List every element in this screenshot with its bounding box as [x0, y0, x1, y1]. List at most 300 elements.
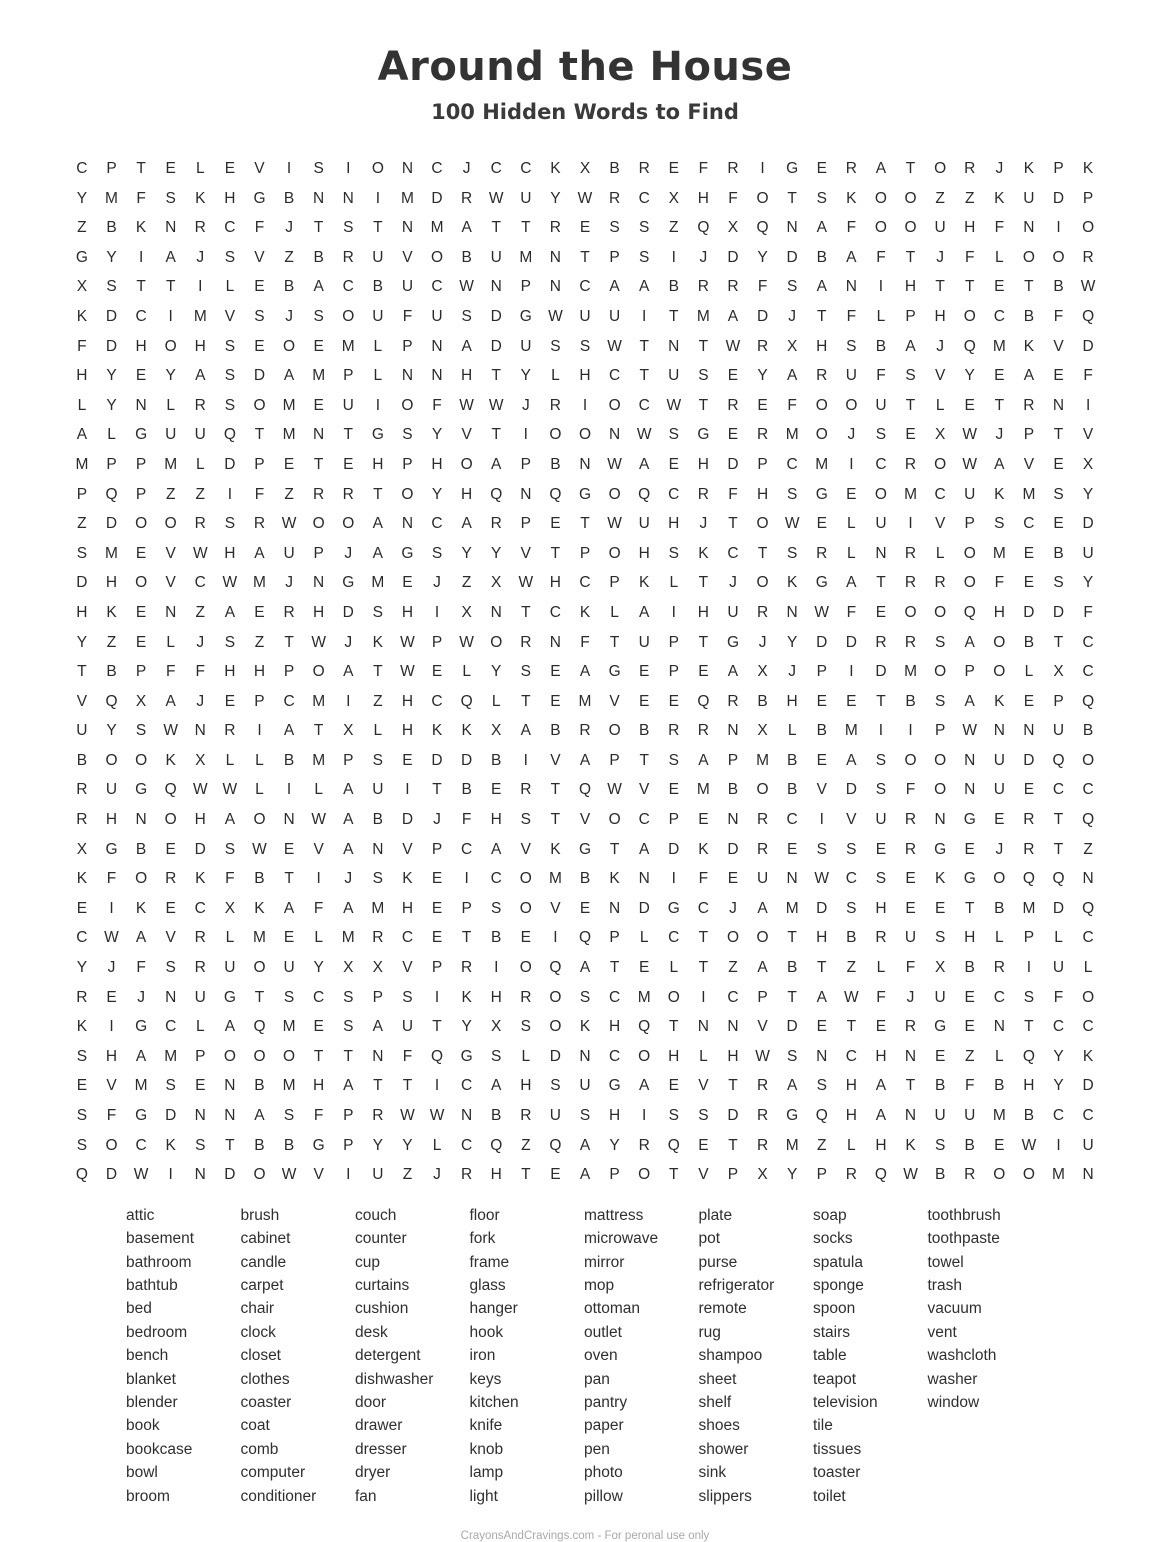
word-list-item: pan: [584, 1370, 610, 1388]
grid-letter: T: [521, 219, 531, 237]
grid-letter: G: [815, 574, 828, 592]
grid-letter: A: [727, 307, 739, 325]
grid-letter: W: [133, 1166, 149, 1184]
grid-letter: S: [579, 1107, 591, 1124]
grid-letter: B: [934, 1166, 946, 1184]
grid-letter: C: [786, 811, 798, 829]
grid-letter: P: [520, 278, 531, 296]
grid-letter: U: [76, 722, 88, 740]
grid-letter: H: [816, 929, 828, 947]
word-list-item: kitchen: [469, 1394, 519, 1412]
grid-letter: E: [786, 840, 798, 858]
word-list-item: tissues: [813, 1440, 862, 1458]
grid-letter: S: [224, 840, 236, 858]
grid-letter: N: [165, 988, 177, 1006]
grid-letter: A: [165, 692, 176, 710]
grid-letter: P: [668, 811, 679, 829]
grid-letter: Q: [1052, 751, 1065, 769]
grid-letter: P: [579, 544, 591, 562]
grid-letter: T: [77, 663, 87, 681]
grid-letter: R: [845, 160, 857, 177]
grid-letter: S: [875, 751, 887, 769]
grid-letter: H: [904, 278, 917, 296]
word-list-item: bench: [126, 1347, 169, 1365]
grid-letter: B: [550, 722, 561, 740]
grid-letter: Q: [105, 692, 118, 710]
grid-letter: P: [609, 751, 620, 769]
grid-letter: O: [904, 751, 917, 769]
grid-letter: X: [757, 663, 768, 681]
grid-letter: S: [224, 337, 236, 355]
grid-letter: R: [875, 929, 887, 947]
grid-letter: V: [757, 1018, 768, 1036]
grid-letter: O: [1082, 219, 1095, 237]
grid-letter: W: [607, 455, 622, 473]
grid-letter: M: [785, 1136, 799, 1154]
grid-letter: W: [400, 663, 415, 681]
grid-letter: O: [934, 751, 947, 769]
grid-letter: I: [375, 189, 380, 207]
grid-letter: Q: [223, 426, 236, 444]
grid-letter: K: [76, 870, 88, 888]
grid-letter: T: [254, 988, 265, 1006]
grid-letter: U: [608, 307, 621, 325]
word-list-item: frame: [469, 1253, 510, 1271]
grid-letter: R: [964, 160, 976, 177]
grid-letter: U: [431, 307, 443, 325]
grid-letter: W: [459, 278, 474, 296]
grid-letter: T: [432, 781, 442, 799]
grid-letter: S: [402, 988, 413, 1006]
grid-letter: U: [638, 515, 650, 533]
word-list-item: bathtub: [126, 1277, 178, 1294]
grid-letter: K: [550, 160, 561, 177]
grid-letter: S: [786, 544, 798, 562]
grid-letter: D: [1082, 515, 1094, 533]
grid-letter: F: [846, 219, 857, 237]
grid-letter: I: [109, 1018, 114, 1036]
grid-letter: D: [342, 603, 354, 621]
grid-letter: O: [756, 515, 769, 533]
word-list-item: shower: [698, 1440, 749, 1458]
grid-letter: P: [757, 455, 768, 473]
grid-letter: S: [224, 367, 236, 385]
grid-letter: E: [639, 663, 650, 681]
grid-letter: W: [814, 603, 830, 621]
grid-letter: L: [255, 781, 264, 799]
grid-letter: P: [1053, 160, 1064, 177]
grid-letter: P: [372, 988, 384, 1006]
grid-letter: E: [668, 1077, 679, 1095]
grid-letter: L: [166, 633, 175, 651]
grid-letter: R: [697, 485, 709, 503]
grid-letter: S: [402, 426, 413, 444]
grid-letter: D: [727, 248, 739, 266]
grid-letter: A: [875, 1107, 887, 1124]
grid-letter: P: [934, 722, 946, 740]
grid-letter: D: [727, 455, 739, 473]
grid-letter: T: [905, 396, 916, 414]
grid-letter: G: [786, 1107, 799, 1124]
word-list-item: toilet: [813, 1487, 846, 1505]
grid-letter: R: [875, 633, 887, 651]
grid-letter: R: [756, 337, 769, 355]
grid-letter: P: [905, 307, 916, 325]
grid-letter: B: [313, 248, 324, 266]
grid-letter: Y: [76, 633, 88, 651]
grid-letter: U: [727, 603, 739, 621]
grid-letter: H: [490, 988, 502, 1006]
grid-letter: V: [1053, 337, 1064, 355]
grid-letter: U: [964, 1107, 976, 1124]
word-list-column: [928, 1204, 1043, 1508]
grid-letter: E: [254, 278, 265, 296]
grid-letter: R: [756, 1107, 769, 1124]
grid-letter: A: [372, 515, 384, 533]
grid-letter: I: [701, 988, 706, 1006]
grid-letter: B: [461, 248, 472, 266]
grid-letter: O: [105, 751, 118, 769]
grid-letter: R: [1023, 396, 1035, 414]
grid-letter: F: [195, 663, 206, 681]
grid-letter: Q: [549, 959, 562, 977]
grid-letter: Q: [756, 219, 769, 237]
grid-letter: N: [401, 515, 414, 533]
grid-letter: E: [283, 455, 295, 473]
grid-letter: R: [76, 988, 88, 1006]
grid-letter: N: [313, 189, 325, 207]
grid-letter: V: [224, 307, 236, 325]
grid-letter: M: [282, 1018, 296, 1036]
grid-letter: O: [223, 1047, 236, 1065]
grid-letter: S: [1053, 574, 1064, 592]
grid-letter: T: [313, 219, 324, 237]
word-list-item: keys: [469, 1370, 502, 1388]
grid-letter: H: [105, 811, 118, 829]
grid-letter: O: [934, 781, 947, 799]
grid-letter: S: [550, 337, 561, 355]
grid-letter: T: [373, 1077, 383, 1095]
grid-letter: E: [727, 367, 739, 385]
grid-letter: N: [964, 751, 976, 769]
grid-letter: J: [521, 396, 530, 414]
grid-letter: G: [135, 1018, 148, 1036]
word-list-item: purse: [698, 1253, 738, 1271]
grid-letter: J: [344, 870, 353, 888]
grid-letter: M: [578, 692, 592, 710]
word-list: [126, 1204, 1044, 1508]
grid-letter: O: [283, 337, 296, 355]
grid-letter: I: [908, 515, 913, 533]
grid-row: [67, 154, 1103, 184]
grid-letter: V: [609, 692, 620, 710]
grid-letter: M: [992, 544, 1006, 562]
word-list-item: pen: [584, 1440, 610, 1458]
grid-letter: Q: [578, 929, 592, 947]
grid-letter: N: [964, 781, 976, 799]
grid-letter: E: [550, 663, 561, 681]
grid-letter: O: [312, 663, 325, 681]
grid-letter: T: [698, 396, 709, 414]
word-list-item: cushion: [355, 1300, 409, 1318]
grid-letter: S: [786, 1047, 798, 1065]
grid-letter: F: [432, 396, 442, 414]
grid-letter: U: [1082, 1136, 1094, 1154]
grid-letter: P: [609, 929, 620, 947]
grid-letter: B: [1023, 307, 1035, 325]
grid-letter: E: [431, 929, 443, 947]
grid-letter: D: [224, 455, 236, 473]
grid-letter: K: [372, 633, 384, 651]
grid-letter: G: [371, 426, 384, 444]
grid-letter: P: [343, 751, 354, 769]
grid-letter: H: [76, 603, 88, 621]
grid-letter: C: [638, 811, 650, 829]
grid-letter: T: [491, 219, 501, 237]
grid-letter: J: [906, 988, 915, 1006]
grid-letter: A: [224, 603, 236, 621]
grid-letter: K: [639, 574, 650, 592]
grid-letter: R: [904, 1018, 917, 1036]
grid-letter: L: [847, 544, 856, 562]
grid-letter: D: [431, 189, 443, 207]
grid-letter: C: [461, 1136, 473, 1154]
grid-letter: D: [105, 1166, 118, 1184]
grid-letter: U: [372, 248, 384, 266]
page-title: Around the House: [377, 44, 793, 90]
grid-letter: I: [346, 1166, 351, 1184]
grid-letter: B: [254, 1077, 265, 1095]
grid-letter: Q: [1082, 692, 1095, 710]
grid-letter: T: [373, 663, 383, 681]
grid-letter: N: [135, 396, 147, 414]
grid-letter: B: [550, 455, 561, 473]
grid-letter: L: [373, 722, 383, 740]
word-list-column: [470, 1204, 585, 1508]
grid-letter: Y: [520, 367, 531, 385]
word-list-item: teapot: [813, 1370, 857, 1388]
grid-letter: E: [994, 811, 1005, 829]
grid-letter: W: [459, 633, 474, 651]
grid-row: [67, 539, 1103, 569]
grid-letter: E: [313, 396, 324, 414]
grid-letter: R: [342, 485, 354, 503]
grid-letter: C: [135, 1136, 147, 1154]
grid-letter: A: [875, 160, 887, 177]
word-list-column: [241, 1204, 356, 1508]
grid-letter: F: [106, 1107, 117, 1124]
word-list-item: shampoo: [698, 1347, 763, 1365]
grid-letter: N: [549, 278, 561, 296]
grid-letter: G: [786, 160, 799, 177]
word-list-column: [126, 1204, 241, 1508]
grid-letter: N: [727, 722, 739, 740]
grid-letter: C: [727, 988, 739, 1006]
grid-letter: G: [697, 426, 710, 444]
grid-letter: T: [994, 396, 1005, 414]
grid-letter: W: [488, 396, 504, 414]
grid-letter: P: [135, 663, 147, 681]
grid-letter: S: [372, 751, 384, 769]
grid-letter: O: [253, 811, 266, 829]
grid-row: [67, 420, 1103, 450]
grid-letter: N: [727, 1018, 739, 1036]
word-list-item: mirror: [584, 1253, 625, 1271]
grid-letter: U: [668, 367, 680, 385]
grid-letter: N: [993, 1018, 1005, 1036]
grid-letter: P: [816, 663, 827, 681]
grid-letter: E: [224, 692, 236, 710]
grid-letter: B: [816, 248, 827, 266]
grid-letter: T: [284, 870, 294, 888]
grid-letter: E: [313, 1018, 324, 1036]
grid-letter: T: [846, 1018, 857, 1036]
word-list-item: book: [126, 1417, 160, 1435]
grid-letter: N: [1082, 870, 1094, 888]
grid-letter: R: [904, 840, 917, 858]
grid-letter: Y: [491, 544, 502, 562]
grid-letter: R: [904, 574, 917, 592]
grid-letter: C: [135, 307, 147, 325]
grid-letter: S: [846, 899, 857, 917]
grid-letter: W: [962, 722, 978, 740]
grid-letter: S: [165, 1077, 176, 1095]
grid-letter: X: [934, 426, 946, 444]
grid-letter: Y: [491, 663, 502, 681]
grid-letter: H: [608, 1107, 621, 1124]
footer-credit: CrayonsAndCravings.com - For peronal use only: [460, 1530, 710, 1542]
grid-letter: I: [582, 396, 588, 414]
grid-letter: B: [135, 840, 147, 858]
grid-letter: P: [402, 337, 413, 355]
grid-letter: R: [934, 574, 946, 592]
grid-letter: Z: [165, 485, 176, 503]
grid-letter: F: [1083, 367, 1093, 385]
grid-letter: A: [846, 751, 857, 769]
grid-letter: T: [491, 426, 501, 444]
grid-letter: S: [165, 189, 176, 207]
grid-letter: T: [876, 692, 886, 710]
grid-letter: S: [224, 248, 236, 266]
grid-letter: H: [313, 603, 325, 621]
grid-letter: O: [993, 1166, 1006, 1184]
grid-letter: H: [845, 1107, 857, 1124]
grid-letter: T: [550, 544, 561, 562]
grid-letter: S: [313, 307, 324, 325]
grid-letter: O: [1022, 1166, 1035, 1184]
grid-row: [67, 450, 1103, 480]
word-list-item: conditioner: [240, 1487, 317, 1505]
grid-letter: E: [875, 1018, 887, 1036]
grid-letter: B: [994, 899, 1005, 917]
grid-letter: L: [521, 1047, 531, 1065]
grid-letter: B: [964, 1136, 975, 1154]
grid-letter: T: [728, 515, 738, 533]
grid-letter: E: [283, 840, 295, 858]
grid-letter: C: [194, 574, 206, 592]
grid-letter: O: [993, 633, 1006, 651]
grid-letter: R: [904, 811, 917, 829]
grid-letter: A: [846, 248, 857, 266]
word-list-item: vacuum: [927, 1300, 982, 1318]
grid-letter: B: [994, 1077, 1005, 1095]
grid-letter: E: [816, 1018, 827, 1036]
word-list-item: sheet: [698, 1370, 737, 1388]
grid-letter: I: [464, 870, 469, 888]
grid-letter: K: [1023, 337, 1035, 355]
grid-letter: I: [878, 722, 884, 740]
grid-letter: F: [1053, 988, 1064, 1006]
word-list-item: washer: [927, 1370, 978, 1388]
grid-letter: T: [1053, 633, 1064, 651]
grid-letter: O: [283, 1047, 296, 1065]
grid-letter: F: [846, 307, 857, 325]
grid-letter: O: [963, 307, 976, 325]
grid-letter: T: [609, 840, 620, 858]
grid-letter: L: [225, 751, 235, 769]
grid-letter: Y: [431, 426, 443, 444]
grid-letter: T: [935, 278, 945, 296]
grid-letter: M: [282, 426, 296, 444]
grid-letter: D: [549, 1047, 561, 1065]
grid-letter: P: [727, 751, 739, 769]
grid-letter: M: [253, 574, 266, 592]
grid-letter: W: [459, 396, 474, 414]
grid-letter: Y: [402, 1136, 413, 1154]
grid-letter: E: [905, 870, 916, 888]
grid-letter: C: [1082, 929, 1094, 947]
word-list-item: pantry: [584, 1394, 628, 1412]
grid-letter: N: [549, 633, 561, 651]
word-list-item: mattress: [584, 1206, 644, 1224]
grid-letter: V: [402, 248, 413, 266]
grid-letter: S: [905, 367, 916, 385]
grid-letter: K: [786, 574, 798, 592]
grid-letter: O: [1082, 751, 1095, 769]
grid-letter: E: [816, 692, 827, 710]
grid-letter: V: [934, 367, 946, 385]
grid-letter: P: [402, 455, 413, 473]
word-list-item: knob: [469, 1440, 504, 1458]
grid-letter: N: [816, 1047, 828, 1065]
grid-letter: Z: [373, 692, 383, 710]
grid-row: [67, 1160, 1103, 1190]
grid-letter: W: [814, 870, 830, 888]
grid-letter: K: [994, 189, 1005, 207]
word-list-item: dishwasher: [355, 1370, 434, 1388]
grid-letter: H: [224, 544, 236, 562]
word-list-item: hanger: [469, 1300, 518, 1318]
grid-letter: D: [1023, 751, 1035, 769]
grid-letter: B: [254, 1136, 265, 1154]
grid-letter: O: [963, 544, 976, 562]
grid-letter: Z: [461, 574, 472, 592]
grid-letter: E: [964, 1018, 975, 1036]
grid-letter: D: [668, 840, 680, 858]
grid-letter: P: [254, 692, 265, 710]
grid-letter: R: [372, 1107, 384, 1124]
grid-letter: S: [520, 1018, 531, 1036]
grid-letter: R: [520, 781, 532, 799]
grid-letter: E: [343, 455, 354, 473]
word-list-item: coat: [240, 1417, 270, 1435]
grid-letter: M: [282, 1077, 296, 1095]
grid-letter: E: [994, 367, 1005, 385]
grid-letter: E: [1023, 692, 1035, 710]
grid-letter: O: [519, 959, 532, 977]
grid-letter: E: [816, 751, 827, 769]
grid-letter: S: [135, 722, 147, 740]
